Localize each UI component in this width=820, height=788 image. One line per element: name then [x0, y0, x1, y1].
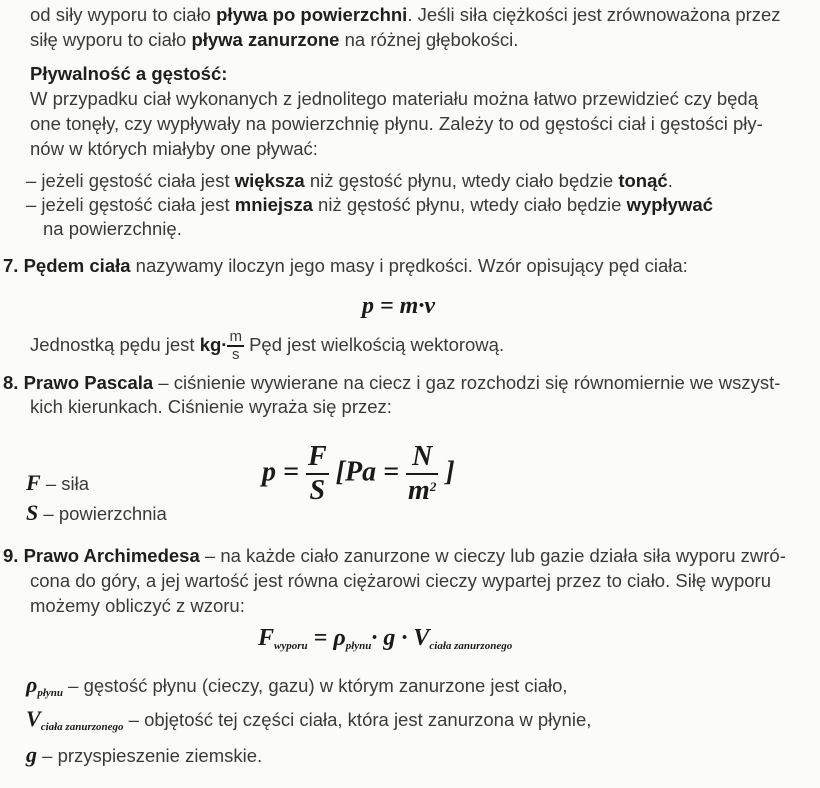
formula-unit-close: ]: [445, 456, 455, 488]
legend-S: [26, 502, 167, 525]
legend-symbol: g: [26, 742, 37, 767]
section-7: [3, 255, 688, 277]
bullet-bold: tonąć: [618, 170, 668, 191]
formula-unit-fraction: [406, 441, 438, 507]
formula-F-sub: wyporu: [274, 640, 308, 652]
section-9-line-3: możemy obliczyć z wzoru:: [30, 595, 245, 616]
section-9-line-2: cona do góry, a jej wartość jest równa ciężarowi cieczy wypartej przez to ciało. Siłę wyporu: [30, 570, 771, 591]
legend-F: [26, 472, 89, 495]
formula-g-V: · g · V: [371, 625, 430, 651]
intro-text: . Jeśli siła ciężkości jest zrównoważona przez: [407, 4, 781, 25]
section-term: Prawo Pascala: [23, 372, 154, 393]
unit-denominator: s: [227, 345, 244, 363]
formula-momentum: p = m·v: [362, 293, 435, 319]
formula-eq: = ρ: [307, 625, 346, 651]
legend-text: – siła: [40, 473, 90, 494]
intro-bold: pływa po powierzchni: [216, 4, 408, 25]
legend-symbol: V: [26, 706, 41, 731]
legend-text: – objętość tej części ciała, która jest zanurzona w płynie,: [123, 709, 592, 730]
legend-text: – przyspieszenie ziemskie.: [37, 745, 263, 766]
unit-kg: kg·: [199, 334, 228, 355]
bullet-bold: wypływać: [626, 194, 713, 215]
bullet-bold: mniejsza: [234, 194, 313, 215]
legend-rho: [26, 674, 568, 704]
unit-numerator: m: [229, 328, 242, 346]
plywalnosc-line-1: W przypadku ciał wykonanych z jednolitego materiału można łatwo przewidzieć czy będą: [30, 88, 759, 109]
unit-text: Jednostką pędu jest: [30, 334, 200, 355]
legend-symbol-sub: płynu: [37, 687, 64, 699]
formula-unit-den-base: m: [408, 475, 430, 506]
bullet-mniejsza-cont: na powierzchnię.: [43, 218, 182, 239]
section-text: nazywamy iloczyn jego masy i prędkości. Wzór opisujący pęd ciała:: [130, 255, 688, 276]
legend-symbol: S: [26, 500, 39, 525]
formula-pressure: [262, 441, 455, 507]
section-text: – ciśnienie wywierane na ciecz i gaz rozchodzi się równomiernie we wszyst-: [153, 372, 781, 393]
plywalnosc-line-2: one tonęły, czy wypływały na powierzchnię płynu. Zależy to od gęstości ciał i gęstości pły-: [30, 113, 763, 134]
formula-unit-open: [Pa =: [335, 456, 400, 488]
legend-V: [26, 708, 591, 738]
formula-V-sub: ciała zanurzonego: [429, 640, 513, 652]
heading-text: Pływalność a gęstość:: [30, 63, 228, 84]
bullet-text: .: [667, 170, 673, 191]
bullet-text: – jeżeli gęstość ciała jest: [26, 194, 235, 215]
momentum-unit-line: [30, 325, 504, 365]
intro-line-2: [30, 29, 518, 51]
section-term: Pędem ciała: [23, 255, 131, 276]
legend-g: [26, 744, 262, 767]
formula-F: F: [258, 625, 275, 651]
formula-lhs: p =: [262, 456, 299, 488]
legend-text: – powierzchnia: [38, 503, 167, 524]
formula-unit-denominator: [406, 473, 438, 507]
legend-symbol: F: [26, 470, 41, 495]
section-number: 8.: [3, 372, 19, 393]
section-9: [3, 545, 786, 567]
intro-text: na różnej głębokości.: [339, 29, 519, 50]
bullet-text: – jeżeli gęstość ciała jest: [26, 170, 235, 191]
intro-line-1: [30, 4, 781, 26]
formula-unit-numerator: N: [412, 441, 433, 472]
bullet-text: niż gęstość płynu, wtedy ciało będzie: [312, 194, 627, 215]
section-number: 7.: [3, 255, 19, 276]
formula-unit-den-sup: 2: [429, 479, 437, 494]
plywalnosc-heading: [30, 63, 227, 85]
plywalnosc-line-3: nów w których miałyby one pływać:: [30, 138, 318, 159]
section-8: [3, 372, 780, 394]
intro-text: siłę wyporu to ciało: [30, 29, 192, 50]
section-text: – na każde ciało zanurzone w cieczy lub gazie działa siła wyporu zwró-: [199, 545, 786, 566]
legend-text: – gęstość płynu (cieczy, gazu) w którym zanurzone jest ciało,: [63, 675, 568, 696]
section-number: 9.: [3, 545, 19, 566]
formula-archimedes: [258, 625, 512, 652]
legend-symbol-sub: ciała zanurzonego: [40, 721, 124, 733]
formula-denominator: S: [306, 473, 329, 507]
bullet-mniejsza: [26, 194, 713, 216]
bullet-wieksza: [26, 170, 673, 192]
intro-text: od siły wyporu to ciało: [30, 4, 217, 25]
section-term: Prawo Archimedesa: [23, 545, 200, 566]
unit-fraction: [227, 329, 244, 363]
formula-fraction: [306, 441, 329, 507]
bullet-bold: większa: [234, 170, 305, 191]
intro-bold: pływa zanurzone: [191, 29, 340, 50]
unit-text: Pęd jest wielkością wektorową.: [243, 334, 505, 355]
formula-rho-sub: płynu: [345, 640, 372, 652]
section-8-line-2: kich kierunkach. Ciśnienie wyraża się przez:: [30, 396, 392, 417]
legend-symbol: ρ: [26, 672, 38, 697]
formula-numerator: F: [307, 441, 327, 472]
bullet-text: niż gęstość płynu, wtedy ciało będzie: [304, 170, 619, 191]
